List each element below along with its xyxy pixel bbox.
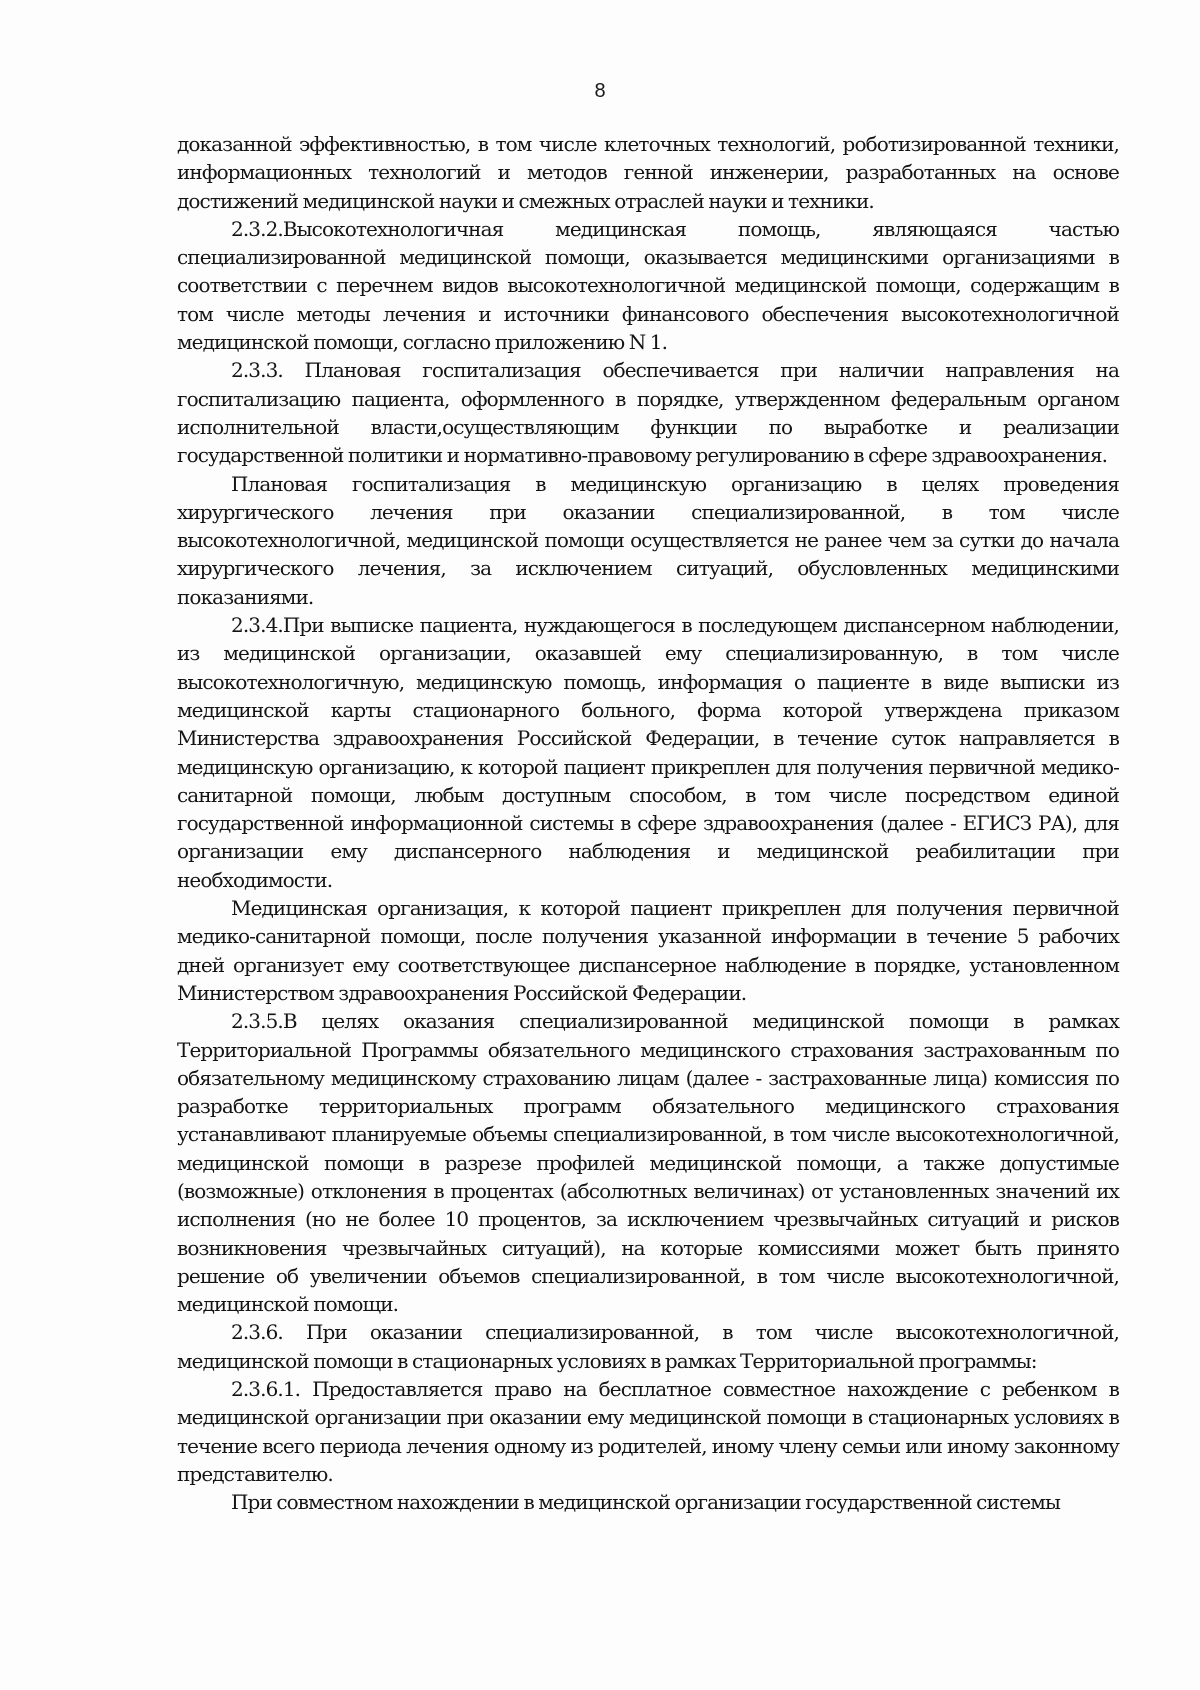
paragraph-2-3-6-1: 2.3.6.1. Предоставляется право на бесплатное совместное нахождение с ребенком в медицинской организации при оказании ему медицинской помощи в стационарных условиях в течение всего периода лечения одному из родителей, иному члену семьи или иному законному представителю. (177, 1377, 1119, 1486)
paragraph-joint-stay: При совместном нахождении в медицинской организации государственной системы (231, 1490, 1060, 1515)
paragraph-2-3-5: 2.3.5.В целях оказания специализированной медицинской помощи в рамках Территориальной Программы обязательного медицинского страхования застрахованным по обязательному медицинскому страхованию лицам (далее - застрахованные лица) комиссия по разработке территориальных программ обязательного медицинского страхования устанавливают планируемые объемы специализированной, в том числе высокотехнологичной, медицинской помощи в разрезе профилей медицинской помощи, а также допустимые (возможные) отклонения в процентах (абсолютных величинах) от установленных значений их исполнения (но не более 10 процентов, за исключением чрезвычайных ситуаций и рисков возникновения чрезвычайных ситуаций), на которые комиссиями может быть принято решение об увеличении объемов специализированной, в том числе высокотехнологичной, медицинской помощи. (177, 1009, 1119, 1317)
paragraph-2-3-4: 2.3.4.При выписке пациента, нуждающегося в последующем диспансерном наблюдении, из медицинской организации, оказавшей ему специализированную, в том числе высокотехнологичную, медицинскую помощь, информация о пациенте в виде выписки из медицинской карты стационарного больного, форма которой утверждена приказом Министерства здравоохранения Российской Федерации, в течение суток направляется в медицинскую организацию, к которой пациент прикреплен для получения первичной медико-санитарной помощи, любым доступным способом, в том числе посредством единой государственной информационной системы в сфере здравоохранения (далее - ЕГИСЗ РА), для организации ему диспансерного наблюдения и медицинской реабилитации при необходимости. (177, 613, 1119, 892)
paragraph-2-3-2: 2.3.2.Высокотехнологичная медицинская помощь, являющаяся частью специализированной медицинской помощи, оказывается медицинскими организациями в соответствии с перечнем видов высокотехнологичной медицинской помощи, содержащим в том числе методы лечения и источники финансового обеспечения высокотехнологичной медицинской помощи, согласно приложению N 1. (177, 216, 1119, 355)
paragraph-planned-hospitalization: Плановая госпитализация в медицинскую организацию в целях проведения хирургического лечения при оказании специализированной, в том числе высокотехнологичной, медицинской помощи осуществляется не ранее чем за сутки до начала хирургического лечения, за исключением ситуаций, обусловленных медицинскими показаниями. (177, 471, 1119, 609)
document-body (177, 130, 1119, 1517)
paragraph-2-3-3: 2.3.3. Плановая госпитализация обеспечивается при наличии направления на госпитализацию пациента, оформленного в порядке, утвержденном федеральным органом исполнительной власти,осуществляющим функции по выработке и реализации государственной политики и нормативно-правовому регулированию в сфере здравоохранения. (177, 358, 1119, 468)
page-number: 8 (594, 80, 606, 102)
paragraph-medical-organization: Медицинская организация, к которой пациент прикреплен для получения первичной медико-санитарной помощи, после получения указанной информации в течение 5 рабочих дней организует ему соответствующее диспансерное наблюдение в порядке, установленном Министерством здравоохранения Российской Федерации. (177, 896, 1119, 1005)
paragraph-2-3-6: 2.3.6. При оказании специализированной, в том числе высокотехнологичной, медицинской помощи в стационарных условиях в рамках Территориальной программы: (177, 1320, 1119, 1373)
paragraph-continuation: доказанной эффективностью, в том числе клеточных технологий, роботизированной техники, информационных технологий и методов генной инженерии, разработанных на основе достижений медицинской науки и смежных отраслей науки и техники. (177, 132, 1119, 213)
